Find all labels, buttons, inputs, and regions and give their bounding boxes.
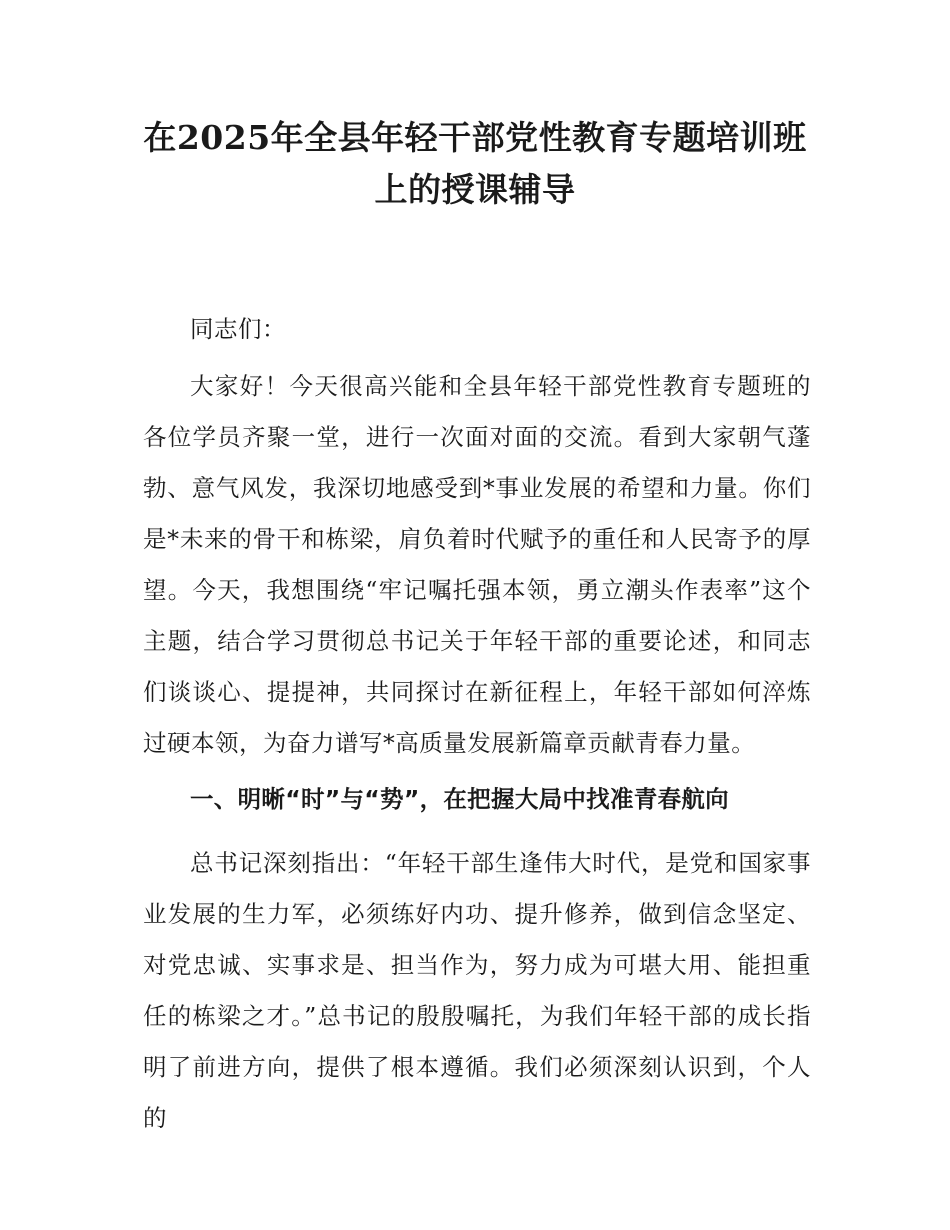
title-line-2: 上的授课辅导 — [374, 170, 576, 209]
section-heading-1: 一、明晰“时”与“势”，在把握大局中找准青春航向 — [190, 785, 729, 813]
paragraph-section-1: 总书记深刻指出：“年轻干部生逢伟大时代，是党和国家事业发展的生力军，必须练好内功、提升修养，做到信念坚定、对党忠诚、实事求是、担当作为，努力成为可堪大用、能担重任的栋梁之才。”总书记的殷殷嘱托，为我们年轻干部的成长指明了前进方向，提供了根本遵循。我们必须深刻认识到，个人的 — [143, 849, 811, 1132]
title-line-1: 在2025年全县年轻干部党性教育专题培训班 — [143, 118, 807, 157]
greeting: 同志们： — [190, 315, 286, 343]
paragraph-opening: 大家好！今天很高兴能和全县年轻干部党性教育专题班的各位学员齐聚一堂，进行一次面对面的交流。看到大家朝气蓬勃、意气风发，我深切地感受到*事业发展的希望和力量。你们是*未来的骨干和栋梁，肩负着时代赋予的重任和人民寄予的厚望。今天，我想围绕“牢记嘱托强本领，勇立潮头作表率”这个主题，结合学习贯彻总书记关于年轻干部的重要论述，和同志们谈谈心、提提神，共同探讨在新征程上，年轻干部如何淬炼过硬本领，为奋力谱写*高质量发展新篇章贡献青春力量。 — [143, 372, 811, 757]
document-title — [120, 112, 830, 216]
